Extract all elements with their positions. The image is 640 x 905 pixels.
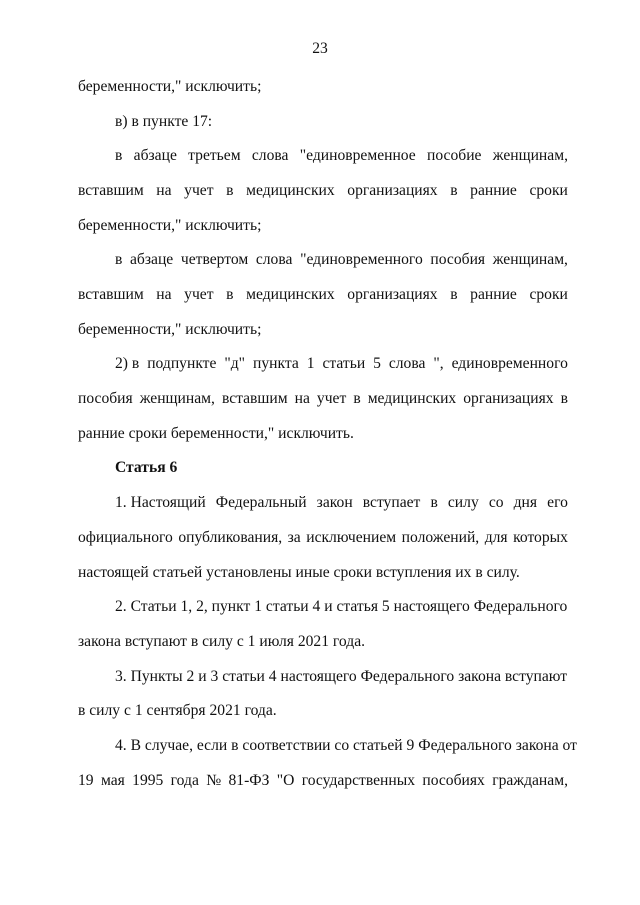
word: медицинских xyxy=(246,286,335,303)
text-line: беременности," исключить; xyxy=(78,78,262,95)
word: абзаце xyxy=(130,251,174,268)
word: официального xyxy=(78,529,173,546)
text-line xyxy=(115,146,568,166)
text-line xyxy=(115,493,568,513)
word: в xyxy=(430,494,438,511)
page-number: 23 xyxy=(312,40,328,57)
word: организациях xyxy=(347,182,438,199)
word: пособиях xyxy=(422,772,485,789)
text-line: беременности," исключить; xyxy=(78,321,262,338)
word: женщинам, xyxy=(492,251,568,268)
word: государственных xyxy=(301,772,415,789)
word: вставшим xyxy=(78,182,144,199)
word: 1 xyxy=(306,355,315,372)
word: года xyxy=(170,772,199,789)
word: на xyxy=(294,390,310,407)
text-line: закона вступают в силу с 1 июля 2021 года. xyxy=(78,633,366,650)
word: медицинских xyxy=(367,390,457,407)
word: в xyxy=(115,251,123,268)
word: в xyxy=(226,286,234,303)
word: организациях xyxy=(347,286,438,303)
word: для xyxy=(484,529,508,546)
word: в xyxy=(560,390,568,407)
text-line: 2. Статьи 1, 2, пункт 1 статьи 4 и статья 5 настоящего Федерального xyxy=(115,598,568,615)
text-line xyxy=(78,181,568,201)
text-line xyxy=(115,250,568,270)
word: учет xyxy=(184,286,214,303)
word: мая xyxy=(100,772,125,789)
word: женщинам, xyxy=(139,390,215,407)
text-line: 4. В случае, если в соответствии со статьей 9 Федерального закона от xyxy=(115,737,577,754)
word: 81-ФЗ xyxy=(228,772,270,789)
text-line xyxy=(78,528,568,548)
word: со xyxy=(488,494,504,511)
text-line xyxy=(115,354,568,374)
word: учет xyxy=(184,182,214,199)
word: ранние xyxy=(470,286,517,303)
word: "О xyxy=(276,772,295,789)
word: его xyxy=(547,494,568,511)
word: статьи xyxy=(322,355,366,372)
word: организациях xyxy=(463,390,554,407)
word: 1. Настоящий xyxy=(115,494,206,511)
text-line: ранние сроки беременности," исключить. xyxy=(78,425,354,442)
word: слова xyxy=(255,251,293,268)
word: "единовременное xyxy=(299,147,416,164)
word: № xyxy=(206,772,222,789)
word: гражданам, xyxy=(492,772,568,789)
word: третьем xyxy=(188,147,241,164)
text-line: в силу с 1 сентября 2021 года. xyxy=(78,702,277,719)
word: положений, xyxy=(401,529,480,546)
text-line xyxy=(78,389,568,409)
word: слова xyxy=(388,355,426,372)
word: сроки xyxy=(529,286,568,303)
word: абзаце xyxy=(133,147,177,164)
word: опубликования, xyxy=(178,529,283,546)
word: вставшим xyxy=(78,286,144,303)
word: закон xyxy=(316,494,353,511)
word: дня xyxy=(513,494,538,511)
text-line xyxy=(78,771,568,791)
word: в xyxy=(450,182,458,199)
word: учет xyxy=(316,390,347,407)
word: 5 xyxy=(373,355,381,372)
word: единовременного xyxy=(451,355,568,372)
word: Федеральный xyxy=(215,494,307,511)
text-line: беременности," исключить; xyxy=(78,217,262,234)
word: пособие xyxy=(427,147,482,164)
word: вставшим xyxy=(221,390,288,407)
word: женщинам, xyxy=(492,147,568,164)
word: на xyxy=(156,182,172,199)
word: сроки xyxy=(529,182,568,199)
word: "д" xyxy=(224,355,246,372)
word: 1995 xyxy=(132,772,164,789)
word: в xyxy=(450,286,458,303)
word: за xyxy=(287,529,301,546)
word: вступает xyxy=(362,494,421,511)
word: пособия xyxy=(78,390,133,407)
word: "единовременного xyxy=(300,251,423,268)
word: исключением xyxy=(306,529,397,546)
word: слова xyxy=(251,147,289,164)
text-line xyxy=(78,285,568,305)
text-line: настоящей статьей установлены иные сроки вступления их в силу. xyxy=(78,564,520,581)
text-line: 3. Пункты 2 и 3 статьи 4 настоящего Федерального закона вступают xyxy=(115,668,568,685)
word: в xyxy=(115,147,123,164)
word: 19 xyxy=(78,772,94,789)
word: силу xyxy=(447,494,479,511)
word: четвертом xyxy=(180,251,249,268)
article-heading: Статья 6 xyxy=(115,459,178,476)
word: ", xyxy=(433,355,444,372)
word: в xyxy=(226,182,234,199)
word: пособия xyxy=(430,251,486,268)
word: в xyxy=(353,390,361,407)
word: на xyxy=(156,286,172,303)
word: пункта xyxy=(252,355,299,372)
text-line: в) в пункте 17: xyxy=(115,113,213,130)
word: 2) в xyxy=(115,355,140,372)
word: которых xyxy=(513,529,568,546)
word: медицинских xyxy=(246,182,335,199)
word: ранние xyxy=(470,182,517,199)
word: подпункте xyxy=(147,355,217,372)
